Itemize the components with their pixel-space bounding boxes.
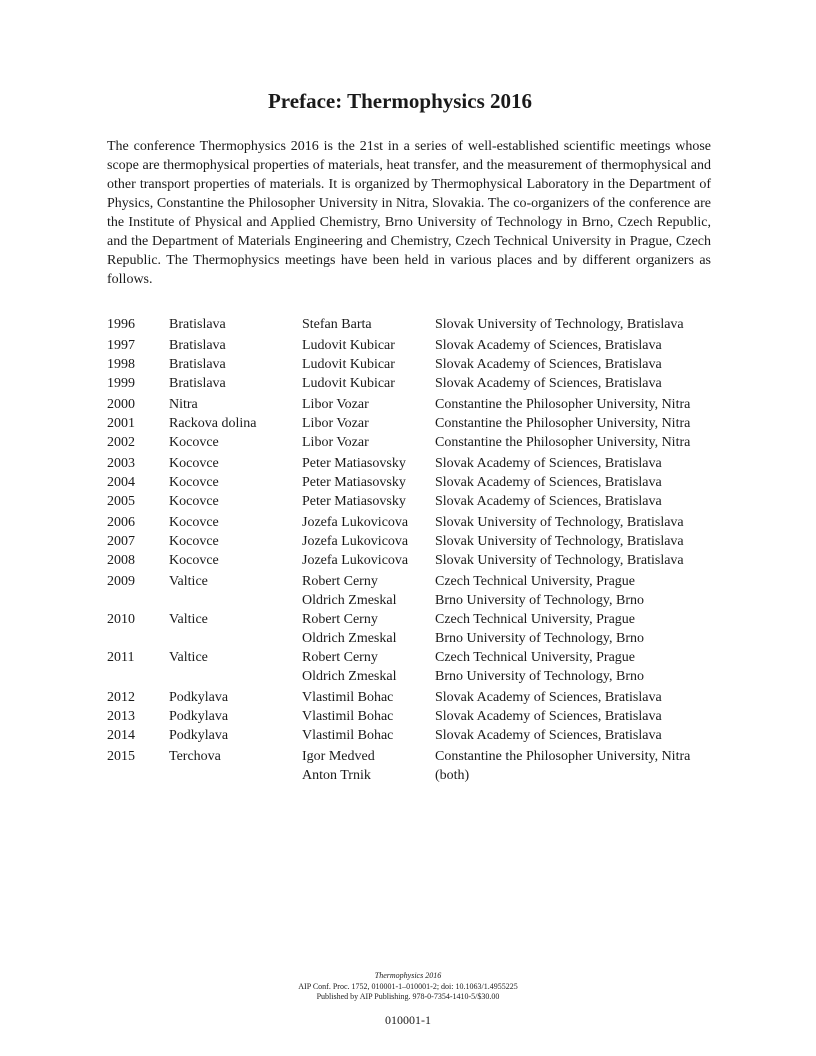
row-year: 2001 bbox=[107, 416, 135, 431]
row-place: Valtice bbox=[169, 612, 208, 627]
table-row bbox=[104, 393, 715, 414]
row-place: Bratislava bbox=[169, 376, 226, 391]
row-organizer: Jozefa Lukovicova bbox=[302, 534, 409, 549]
row-place: Podkylava bbox=[169, 728, 229, 743]
row-institution: (both) bbox=[435, 768, 470, 783]
row-institution: Constantine the Philosopher University, Nitra bbox=[435, 435, 691, 450]
row-year bbox=[104, 766, 166, 785]
row-organizer: Ludovit Kubicar bbox=[302, 376, 395, 391]
row-place: Valtice bbox=[169, 574, 208, 589]
row-place bbox=[166, 591, 299, 610]
row-year: 2015 bbox=[107, 749, 135, 764]
table-row bbox=[104, 686, 715, 707]
row-institution: Czech Technical University, Prague bbox=[435, 574, 636, 589]
row-institution: Slovak Academy of Sciences, Bratislava bbox=[435, 690, 662, 705]
row-institution: Brno University of Technology, Brno bbox=[435, 669, 644, 684]
table-row bbox=[104, 726, 715, 745]
table-row bbox=[104, 374, 715, 393]
footer-citation: AIP Conf. Proc. 1752, 010001-1–010001-2; doi: 10.1063/1.4955225 bbox=[298, 981, 518, 991]
row-organizer: Libor Vozar bbox=[302, 397, 369, 412]
row-organizer: Oldrich Zmeskal bbox=[302, 669, 397, 684]
row-place: Kocovce bbox=[169, 534, 219, 549]
row-organizer: Peter Matiasovsky bbox=[302, 456, 406, 471]
row-institution: Czech Technical University, Prague bbox=[435, 650, 636, 665]
row-year: 2004 bbox=[107, 475, 135, 490]
footer-conference: Thermophysics 2016 bbox=[374, 971, 442, 980]
table-row bbox=[104, 532, 715, 551]
table-row bbox=[104, 414, 715, 433]
row-institution: Slovak Academy of Sciences, Bratislava bbox=[435, 728, 662, 743]
row-year bbox=[104, 667, 166, 686]
row-place: Kocovce bbox=[169, 456, 219, 471]
page-number: 010001-1 bbox=[385, 1013, 431, 1027]
row-place: Terchova bbox=[169, 749, 221, 764]
row-year: 1996 bbox=[107, 317, 135, 332]
row-institution: Constantine the Philosopher University, Nitra bbox=[435, 397, 691, 412]
row-organizer: Igor Medved bbox=[302, 749, 375, 764]
row-place: Kocovce bbox=[169, 515, 219, 530]
row-institution: Constantine the Philosopher University, Nitra bbox=[435, 416, 691, 431]
table-row bbox=[104, 629, 715, 648]
row-organizer: Robert Cerny bbox=[302, 650, 378, 665]
conference-history-table bbox=[104, 315, 715, 785]
row-place: Kocovce bbox=[169, 435, 219, 450]
row-year: 2005 bbox=[107, 494, 135, 509]
row-year bbox=[104, 629, 166, 648]
row-place: Podkylava bbox=[169, 709, 229, 724]
row-institution: Slovak University of Technology, Bratislava bbox=[435, 534, 684, 549]
row-organizer: Vlastimil Bohac bbox=[302, 728, 394, 743]
row-place: Bratislava bbox=[169, 357, 226, 372]
row-institution: Slovak University of Technology, Bratislava bbox=[435, 515, 684, 530]
row-place: Bratislava bbox=[169, 317, 226, 332]
row-year: 2010 bbox=[107, 612, 135, 627]
row-institution: Czech Technical University, Prague bbox=[435, 612, 636, 627]
table-row bbox=[104, 334, 715, 355]
row-organizer: Vlastimil Bohac bbox=[302, 709, 394, 724]
table-row bbox=[104, 511, 715, 532]
row-organizer: Oldrich Zmeskal bbox=[302, 631, 397, 646]
row-organizer: Jozefa Lukovicova bbox=[302, 553, 409, 568]
row-year bbox=[104, 591, 166, 610]
row-institution: Slovak Academy of Sciences, Bratislava bbox=[435, 494, 662, 509]
row-organizer: Vlastimil Bohac bbox=[302, 690, 394, 705]
table-row bbox=[104, 610, 715, 629]
footer-publisher: Published by AIP Publishing. 978-0-7354-1410-5/$30.00 bbox=[316, 992, 500, 1001]
table-row bbox=[104, 570, 715, 591]
row-place: Kocovce bbox=[169, 553, 219, 568]
row-year: 2007 bbox=[107, 534, 135, 549]
row-year: 1998 bbox=[107, 357, 135, 372]
row-year: 2003 bbox=[107, 456, 135, 471]
row-organizer: Jozefa Lukovicova bbox=[302, 515, 409, 530]
row-organizer: Robert Cerny bbox=[302, 574, 378, 589]
table-row bbox=[104, 551, 715, 570]
page-title: Preface: Thermophysics 2016 bbox=[267, 89, 533, 113]
row-organizer: Peter Matiasovsky bbox=[302, 494, 406, 509]
row-institution: Slovak Academy of Sciences, Bratislava bbox=[435, 338, 662, 353]
table-row bbox=[104, 591, 715, 610]
row-institution: Slovak University of Technology, Bratislava bbox=[435, 553, 684, 568]
row-institution: Slovak Academy of Sciences, Bratislava bbox=[435, 709, 662, 724]
table-row bbox=[104, 315, 715, 334]
row-year: 2012 bbox=[107, 690, 135, 705]
row-organizer: Oldrich Zmeskal bbox=[302, 593, 397, 608]
table-row bbox=[104, 707, 715, 726]
row-year: 2006 bbox=[107, 515, 135, 530]
row-place bbox=[166, 629, 299, 648]
row-year: 2000 bbox=[107, 397, 135, 412]
row-institution: Constantine the Philosopher University, Nitra bbox=[435, 749, 691, 764]
row-organizer: Libor Vozar bbox=[302, 416, 369, 431]
row-institution: Brno University of Technology, Brno bbox=[435, 593, 644, 608]
row-institution: Slovak Academy of Sciences, Bratislava bbox=[435, 475, 662, 490]
table-row bbox=[104, 433, 715, 452]
row-place: Podkylava bbox=[169, 690, 229, 705]
row-place: Kocovce bbox=[169, 494, 219, 509]
row-place: Kocovce bbox=[169, 475, 219, 490]
row-organizer: Ludovit Kubicar bbox=[302, 357, 395, 372]
table-row bbox=[104, 766, 715, 785]
footer bbox=[0, 971, 816, 1003]
row-organizer: Anton Trnik bbox=[302, 768, 371, 783]
row-year: 2011 bbox=[107, 650, 135, 665]
row-year: 2014 bbox=[107, 728, 135, 743]
row-place bbox=[166, 766, 299, 785]
row-place bbox=[166, 667, 299, 686]
row-organizer: Peter Matiasovsky bbox=[302, 475, 406, 490]
row-organizer: Libor Vozar bbox=[302, 435, 369, 450]
table-row bbox=[104, 667, 715, 686]
row-institution: Slovak Academy of Sciences, Bratislava bbox=[435, 456, 662, 471]
row-year: 2008 bbox=[107, 553, 135, 568]
row-year: 2013 bbox=[107, 709, 135, 724]
row-organizer: Stefan Barta bbox=[302, 317, 372, 332]
row-organizer: Ludovit Kubicar bbox=[302, 338, 395, 353]
row-institution: Brno University of Technology, Brno bbox=[435, 631, 644, 646]
table-row bbox=[104, 745, 715, 766]
row-institution: Slovak University of Technology, Bratislava bbox=[435, 317, 684, 332]
table-row bbox=[104, 452, 715, 473]
table-row bbox=[104, 492, 715, 511]
row-year: 1997 bbox=[107, 338, 135, 353]
history-table-body bbox=[104, 315, 715, 785]
table-row bbox=[104, 648, 715, 667]
row-place: Rackova dolina bbox=[169, 416, 257, 431]
table-row bbox=[104, 355, 715, 374]
row-year: 2009 bbox=[107, 574, 135, 589]
row-year: 2002 bbox=[107, 435, 135, 450]
row-institution: Slovak Academy of Sciences, Bratislava bbox=[435, 376, 662, 391]
row-place: Valtice bbox=[169, 650, 208, 665]
row-place: Nitra bbox=[169, 397, 198, 412]
table-row bbox=[104, 473, 715, 492]
intro-paragraph: The conference Thermophysics 2016 is the 21st in a series of well-established scientific meetings whose scope are thermophysical properties of materials, heat transfer, and the measurement of thermophysical and other transport properties of materials. It is organized by Thermophysical Laboratory in the Department of Physics, Constantine the Philosopher University in Nitra, Slovakia. The co-organizers of the conference are the Institute of Physical and Applied Chemistry, Brno University of Technology in Brno, Czech Republic, and the Department of Materials Engineering and Chemistry, Czech Technical University in Prague, Czech Republic. The Thermophysics meetings have been held in various places and by different organizers as follows. bbox=[107, 139, 711, 287]
row-year: 1999 bbox=[107, 376, 135, 391]
row-organizer: Robert Cerny bbox=[302, 612, 378, 627]
row-institution: Slovak Academy of Sciences, Bratislava bbox=[435, 357, 662, 372]
row-place: Bratislava bbox=[169, 338, 226, 353]
